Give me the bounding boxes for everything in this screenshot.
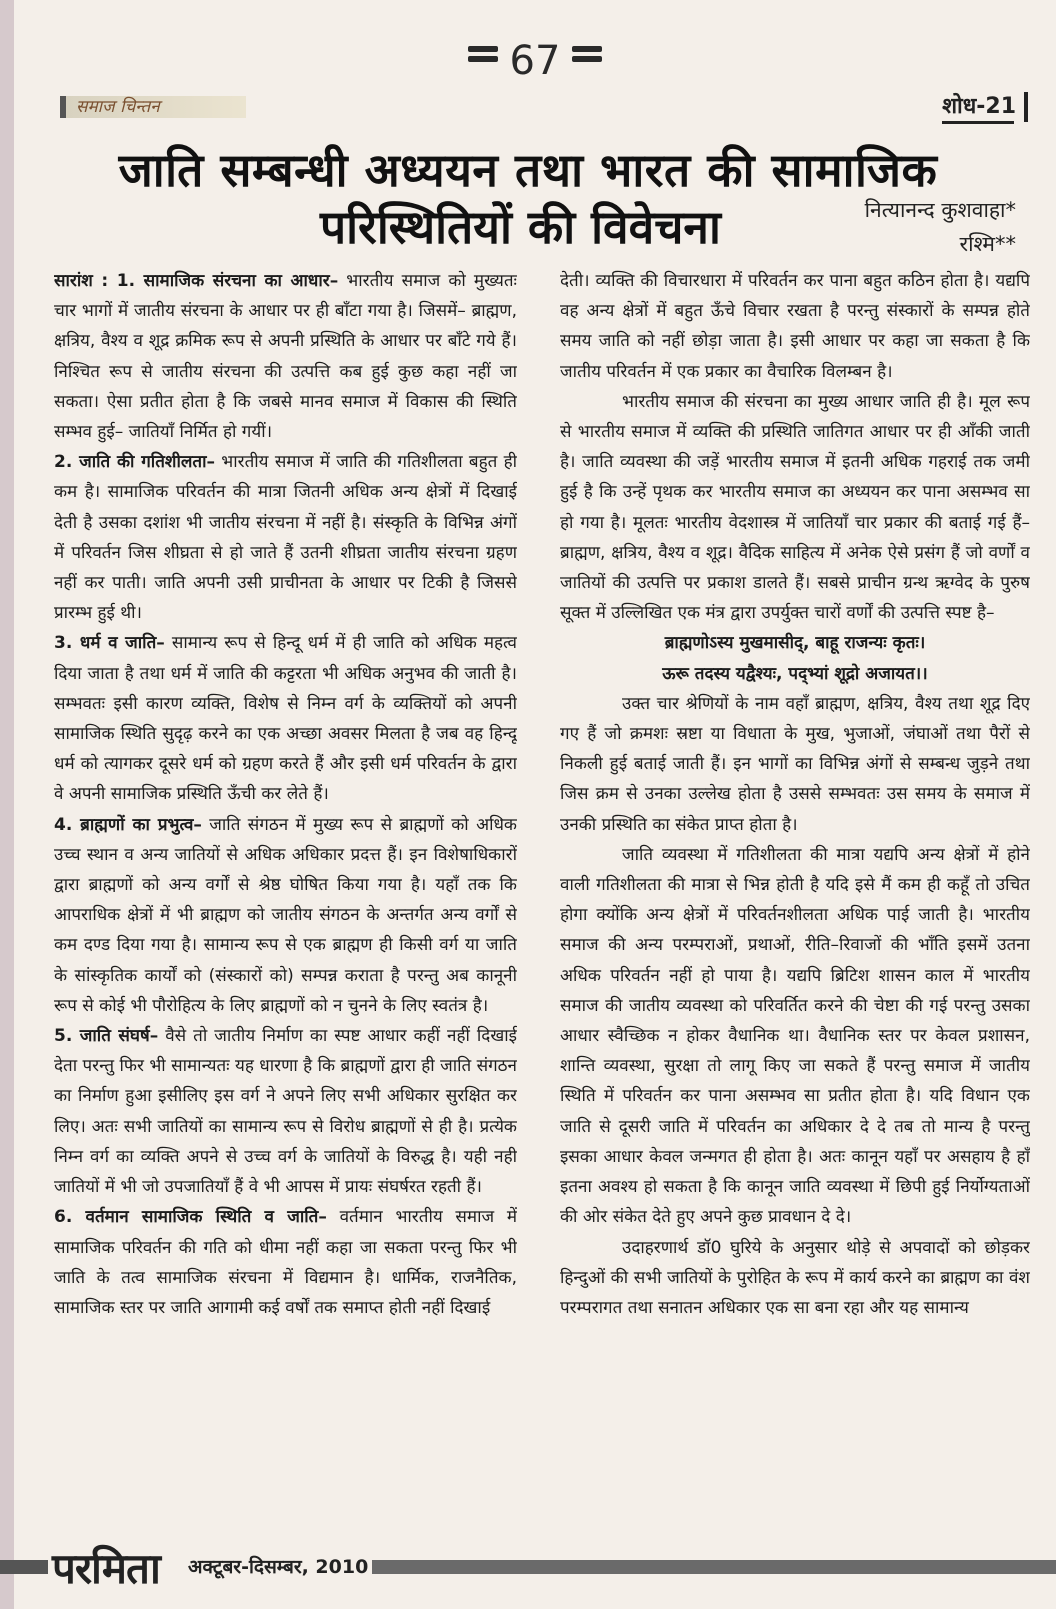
- article-title-line1: जाति सम्बन्धी अध्ययन तथा भारत की सामाजिक: [118, 143, 938, 197]
- paragraph-4-text: जाति संगठन में मुख्य रूप से ब्राह्मणों को अधिक उच्च स्थान व अन्य जातियों से अधिक अधिकार प्रदत्त हैं। इन विशेषाधिकारों द्वारा ब्राह्मणों को अन्य वर्गों से श्रेष्ठ घोषित किया गया है। यहाँ तक कि आपराधिक क्षेत्रों में भी ब्राह्मण को जातीय संगठन के अन्तर्गत अन्य वर्गों से कम दण्ड दिया गया है। सामान्य रूप से एक ब्राह्मण ही किसी वर्ग या जाति के सांस्कृतिक कार्यों को (संस्कारों को) सम्पन्न कराता है परन्तु अब कानूनी रूप से कोई भी पौरोहित्य के लिए ब्राह्मणों को न चुनने के लिए स्वतंत्र है।: [54, 814, 517, 1016]
- paragraph-3-text: सामान्य रूप से हिन्दू धर्म में ही जाति को अधिक महत्व दिया जाता है तथा धर्म में जाति की कट्टरता भी अधिक अनुभव की जाती है। सम्भवतः इसी कारण व्यक्ति, विशेष से निम्न वर्ग के व्यक्तियों को अपनी सामाजिक स्थिति सुदृढ़ करने का एक अच्छा अवसर मिलता है जब वह हिन्दू धर्म को त्यागकर दूसरे धर्म को ग्रहण करते हैं और इसी धर्म परिवर्तन के द्वारा वे अपनी सामाजिक प्रस्थिति ऊँची कर लेते हैं।: [54, 633, 517, 805]
- paragraph-1-text: भारतीय समाज को मुख्यतः चार भागों में जातीय संरचना के आधार पर ही बाँटा गया है। जिसमें– ब्राह्मण, क्षत्रिय, वैश्य व शूद्र क्रमिक रूप से अपनी प्रस्थिति के आधार पर बाँटे गये हैं। निश्चित रूप से जातीय संरचना की उत्पत्ति कब हुई कुछ कहा नहीं जा सकता। ऐसा प्रतीत होता है कि जबसे मानव समाज में विकास की स्थिति सम्भव हुई– जातियाँ निर्मित हो गयीं।: [54, 271, 517, 443]
- paragraph-5-text: वैसे तो जातीय निर्माण का स्पष्ट आधार कहीं नहीं दिखाई देता परन्तु फिर भी सामान्यतः यह धारणा है कि ब्राह्मणों द्वारा ही जाति संगठन का निर्माण हुआ इसीलिए इस वर्ग ने अपने लिए सभी अधिकार सुरक्षित कर लिए। अतः सभी जातियों का सामान्य रूप से विरोध ब्राह्मणों से ही है। प्रत्येक निम्न वर्ग का व्यक्ति अपने से उच्च वर्ग के जातियों के विरुद्ध है। यही नही जातियों में भी जो उपजातियाँ हैं वे भी आपस में प्रायः संघर्षरत रहती हैं।: [54, 1026, 517, 1198]
- research-tag-label: शोध-21: [942, 94, 1016, 119]
- author-name-2: रश्मि**: [959, 232, 1016, 256]
- verse-line-2: ऊरू तदस्य यद्वैश्यः, पद्भ्यां शूद्रो अजायत।।: [662, 663, 928, 684]
- paragraph-1-heading: सारांश : 1. सामाजिक संरचना का आधार–: [54, 271, 339, 291]
- verse-line-1: ब्राह्मणोऽस्य मुखमासीद्, बाहू राजन्यः कृतः।: [664, 633, 926, 654]
- paragraph-4-heading: 4. ब्राह्मणों का प्रभुत्व–: [54, 814, 202, 835]
- right-paragraph-4: जाति व्यवस्था में गतिशीलता की मात्रा यद्यपि अन्य क्षेत्रों में होने वाली गतिशीलता की मात्रा से भिन्न होती है यदि इसे मैं कम ही कहूँ तो उचित होगा क्योंकि अन्य क्षेत्रों में परिवर्तनशीलता अधिक पाई जाती है। भारतीय समाज की अन्य परम्पराओं, प्रथाओं, रीति–रिवाजों की भाँति इसमें उतना अधिक परिवर्तन नहीं हो पाया है। यद्यपि ब्रिटिश शासन काल में भारतीय समाज की जातीय व्यवस्था को परिवर्तित करने की चेष्टा की गई परन्तु उसका आधार स्वैच्छिक न होकर वैधानिक था। वैधानिक स्तर पर केवल प्रशासन, शान्ति व्यवस्था, सुरक्षा तो लागू किए जा सकते हैं परन्तु समाज में जातीय स्थिति में परिवर्तन कर पाना असम्भव सा प्रतीत होता है। यदि विधान एक जाति से दूसरी जाति में परिवर्तन का अधिकार दे दे तब तो मान्य है परन्तु इसका आधार केवल जन्मगत ही होता है। अतः कानून यहाँ पर असहाय है हाँ इतना अवश्य हो सकता है कि कानून जाति व्यवस्था में छिपी हुई निर्योग्यताओं की ओर संकेत देते हुए अपने कुछ प्रावधान दे दे।: [560, 844, 1030, 1228]
- footer-bar-left: [0, 1560, 48, 1574]
- page-number: 67: [509, 38, 561, 84]
- research-tag-underline: [942, 121, 1014, 124]
- paragraph-6: [54, 1202, 517, 1323]
- paragraph-1: [54, 266, 517, 447]
- paragraph-5-heading: 5. जाति संघर्ष–: [54, 1026, 159, 1047]
- right-paragraph-3: उक्त चार श्रेणियों के नाम वहाँ ब्राह्मण, क्षत्रिय, वैश्य तथा शूद्र दिए गए हैं जो क्रमशः स्रष्टा या विधाता के मुख, भुजाओं, जंघाओं तथा पैरों से निकली हुई बताई जाती हैं। इन भागों का विभिन्न अंगों से सम्बन्ध जुड़ने तथा जिस क्रम से उनका उल्लेख होता है उससे सम्भवतः उस समय के समाज में उनकी प्रस्थिति का संकेत प्राप्त होता है।: [560, 693, 1030, 835]
- page-number-ornament-right: [572, 46, 602, 72]
- paragraph-2-text: भारतीय समाज में जाति की गतिशीलता बहुत ही कम है। सामाजिक परिवर्तन की मात्रा जितनी अधिक अन्य क्षेत्रों में दिखाई देती है उसका दशांश भी जातीय संरचना में नहीं है। संस्कृति के विभिन्न अंगों में परिवर्तन जिस शीघ्रता से हो जाते हैं उतनी शीघ्रता जातीय संरचना ग्रहण नहीं कर पाती। जाति अपनी उसी प्राचीनता के आधार पर टिकी है जिससे प्रारम्भ हुई थी।: [54, 452, 517, 624]
- article-title-line2: परिस्थितियों की विवेचना: [320, 200, 721, 254]
- page-footer: [0, 1544, 1056, 1593]
- paragraph-2-heading: 2. जाति की गतिशीलता–: [54, 452, 215, 473]
- paragraph-5: [54, 1021, 517, 1202]
- left-column: [54, 266, 517, 1536]
- right-paragraph-2: भारतीय समाज की संरचना का मुख्य आधार जाति ही है। मूल रूप से भारतीय समाज में व्यक्ति की प्रस्थिति जातिगत आधार पर ही आँकी जाती है। जाति व्यवस्था की जड़ें भारतीय समाज में इतनी अधिक गहराई तक जमी हुई है कि उन्हें पृथक कर भारतीय समाज का अध्ययन कर पाना असम्भव सा हो गया है। मूलतः भारतीय वेदशास्त्र में जातियाँ चार प्रकार की बताई गई हैं– ब्राह्मण, क्षत्रिय, वैश्य व शूद्र। वैदिक साहित्य में अनेक ऐसे प्रसंग हैं जो वर्णों व जातियों की उत्पत्ति पर प्रकाश डालते हैं। सबसे प्राचीन ग्रन्थ ऋग्वेद के पुरुष सूक्त में उल्लिखित एक मंत्र द्वारा उपर्युक्त चारों वर्णों की उत्पत्ति स्पष्ट है–: [560, 391, 1030, 624]
- issue-date: अक्टूबर-दिसम्बर, 2010: [188, 1556, 369, 1578]
- paragraph-4: [54, 810, 517, 1021]
- author-name-1: नित्यानन्द कुशवाहा*: [864, 198, 1016, 222]
- footer-bar-right: [372, 1560, 1056, 1574]
- right-paragraph-5: उदाहरणार्थ डॉ0 घुरिये के अनुसार थोड़े से अपवादों को छोड़कर हिन्दुओं की सभी जातियों के पुरोहित के रूप में कार्य करने का ब्राह्मण का वंश परम्परागत तथा सनातन अधिकार एक सा बना रहा और यह सामान्य: [560, 1237, 1030, 1318]
- page-number-block: [460, 18, 610, 88]
- journal-logo: परमिता: [52, 1544, 160, 1593]
- paragraph-2: [54, 447, 517, 628]
- research-tag: [942, 92, 1028, 122]
- paragraph-3: [54, 628, 517, 809]
- paragraph-6-text: वर्तमान भारतीय समाज में सामाजिक परिवर्तन की गति को धीमा नहीं कहा जा सकता परन्तु फिर भी जाति के तत्व सामाजिक संरचना में विद्यमान है। धार्मिक, राजनैतिक, सामाजिक स्तर पर जाति आगामी कई वर्षों तक समाप्त होती नहीं दिखाई: [54, 1207, 517, 1318]
- paragraph-3-heading: 3. धर्म व जाति–: [54, 633, 165, 654]
- page-edge: [0, 0, 14, 1609]
- page-number-ornament-left: [468, 46, 498, 72]
- paragraph-6-heading: 6. वर्तमान सामाजिक स्थिति व जाति–: [54, 1207, 327, 1228]
- section-tag: समाज चिन्तन: [60, 96, 246, 118]
- right-paragraph-1: देती। व्यक्ति की विचारधारा में परिवर्तन कर पाना बहुत कठिन होता है। यद्यपि वह अन्य क्षेत्रों में बहुत ऊँचे विचार रखता है परन्तु संस्कारों के सम्पन्न होते समय जाति को नहीं छोड़ा जाता है। इसी आधार पर कहा जा सकता है कि जातीय परिवर्तन में एक प्रकार का वैचारिक विलम्बन है।: [560, 271, 1030, 382]
- right-column: [560, 266, 1030, 1536]
